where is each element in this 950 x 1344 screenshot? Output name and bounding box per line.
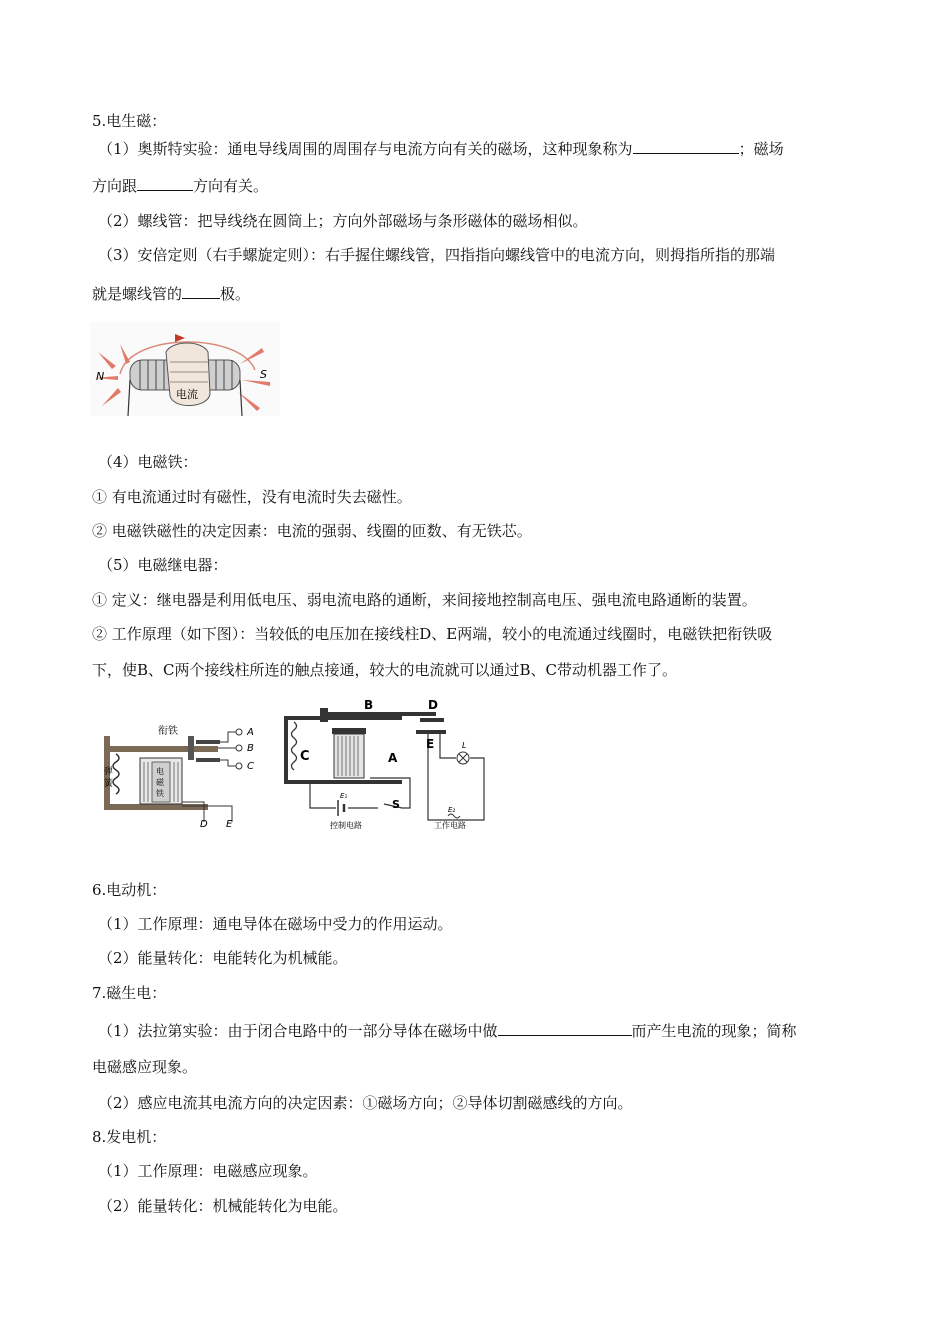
paragraph-line: （2）螺线管：把导线绕在圆筒上；方向外部磁场与条形磁体的磁场相似。 (98, 212, 588, 230)
work-circuit-label: 工作电路 (434, 821, 466, 830)
paragraph-line: （2）感应电流其电流方向的决定因素：①磁场方向；②导体切割磁感线的方向。 (98, 1094, 633, 1112)
paragraph-line: 下，使B、C两个接线柱所连的触点接通，较大的电流就可以通过B、C带动机器工作了。 (92, 661, 678, 679)
armature-label: 衔铁 (158, 726, 178, 737)
paragraph-line: （2）能量转化：电能转化为机械能。 (98, 949, 348, 967)
spring-label: 弹 (104, 767, 114, 777)
paragraph-line: （1）奥斯特实验：通电导线周围的周围存与电流方向有关的磁场，这种现象称为 ；磁场 (98, 140, 784, 158)
label-c: C (300, 749, 310, 764)
label-b: B (364, 698, 374, 712)
paragraph-line: 方向跟 方向有关。 (92, 177, 269, 195)
label-l: L (462, 741, 467, 750)
electromagnet-label: 磁 (156, 778, 164, 787)
paragraph-line: （3）安倍定则（右手螺旋定则）：右手握住螺线管，四指指向螺线管中的电流方向，则拇指所指的那端 (98, 246, 776, 264)
electromagnet-label: 电 (156, 767, 164, 776)
terminal-d-label: D (200, 819, 208, 830)
fill-blank[interactable] (137, 175, 193, 191)
terminal-e-label: E (226, 819, 233, 830)
electromagnet-label: 铁 (156, 789, 164, 798)
section-heading: 7.磁生电： (92, 984, 167, 1002)
paragraph-line: （1）法拉第实验：由于闭合电路中的一部分导体在磁场中做 而产生电流的现象；简称 (98, 1022, 797, 1040)
label-s: S (392, 798, 400, 811)
fill-blank[interactable] (498, 1020, 632, 1036)
paragraph-line: 就是螺线管的 极。 (92, 285, 251, 303)
paragraph-line: （1）工作原理：通电导体在磁场中受力的作用运动。 (98, 915, 453, 933)
fill-blank[interactable] (182, 283, 220, 299)
s-pole-label: S (260, 368, 267, 381)
fill-blank[interactable] (633, 138, 739, 154)
label-e2: E₂ (448, 806, 456, 814)
section-heading: 5.电生磁： (92, 112, 167, 130)
label-e1: E₁ (340, 792, 348, 800)
section-heading: 6.电动机： (92, 881, 167, 899)
spring-label: 簧 (104, 779, 114, 789)
current-label: 电流 (176, 388, 198, 401)
relay-diagram-left (100, 718, 280, 830)
label-e: E (426, 737, 435, 751)
paragraph-line: ② 电磁铁磁性的决定因素：电流的强弱、线圈的匝数、有无铁芯。 (92, 522, 532, 540)
terminal-b-label: B (247, 743, 254, 754)
paragraph-line: （2）能量转化：机械能转化为电能。 (98, 1197, 348, 1215)
section-heading: 8.发电机： (92, 1128, 167, 1146)
terminal-c-label: C (247, 761, 254, 772)
control-circuit-label: 控制电路 (330, 821, 362, 830)
paragraph-line: ① 定义：继电器是利用低电压、弱电流电路的通断，来间接地控制高电压、强电流电路通断的装置。 (92, 591, 757, 609)
paragraph-line: 电磁感应现象。 (92, 1058, 198, 1076)
paragraph-line: ② 工作原理（如下图）：当较低的电压加在接线柱D、E两端，较小的电流通过线圈时，电磁铁把衔铁吸 (92, 625, 773, 643)
right-hand-rule-figure (90, 322, 280, 416)
relay-circuit-diagram (280, 696, 490, 830)
terminal-a-label: A (247, 727, 254, 738)
label-a: A (388, 751, 398, 765)
paragraph-line: （5）电磁继电器： (98, 556, 228, 574)
paragraph-line: （4）电磁铁： (98, 453, 198, 471)
label-d: D (428, 698, 438, 712)
paragraph-line: （1）工作原理：电磁感应现象。 (98, 1162, 318, 1180)
paragraph-line: ① 有电流通过时有磁性，没有电流时失去磁性。 (92, 488, 412, 506)
n-pole-label: N (96, 370, 105, 383)
